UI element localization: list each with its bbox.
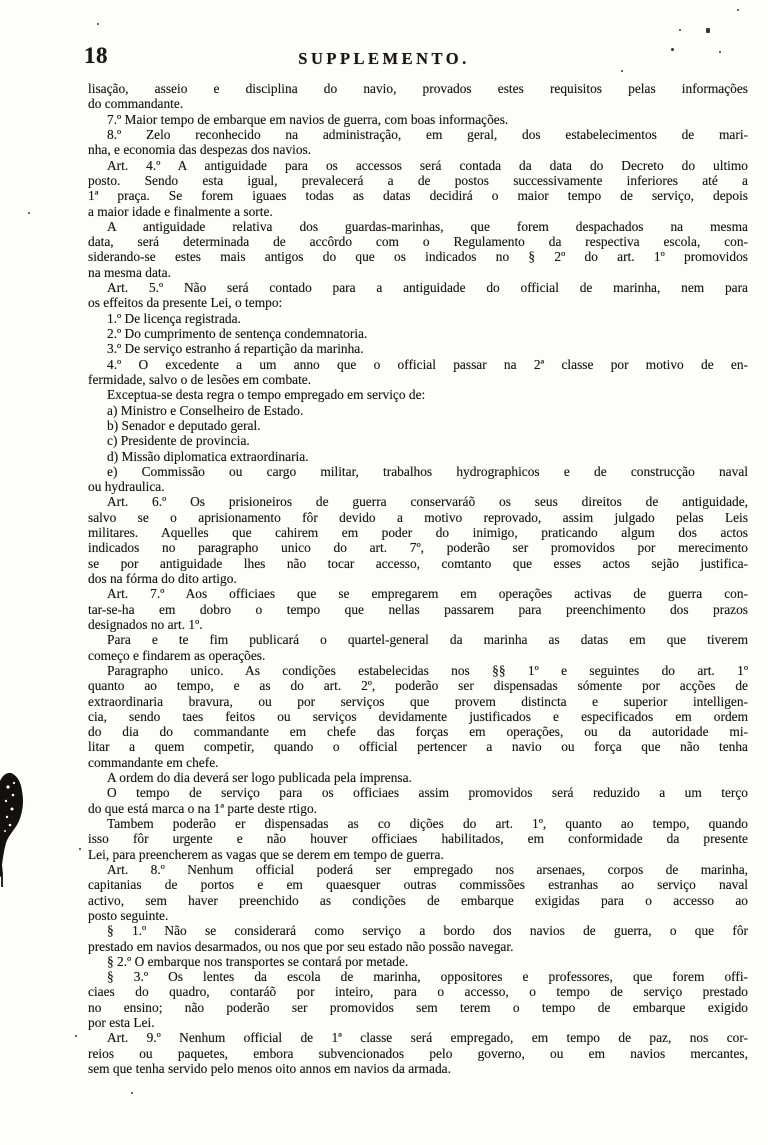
- text-line: a) Ministro e Conselheiro de Estado.: [107, 402, 304, 418]
- text-line: 1ª praça. Se forem iguaes todas as datas decidirá o maior tempo de serviço, depois: [88, 188, 748, 204]
- text-line: Paragrapho unico. As condições estabelecidas nos §§ 1º e seguintes do art. 1º: [107, 662, 748, 678]
- text-line: capitanias de portos e em quaesquer outras commissões estranhas ao serviço naval: [88, 877, 748, 893]
- text-line: sem que tenha servido pelo menos oito annos em navios da armada.: [88, 1061, 451, 1076]
- text-line: commandante em chefe.: [88, 754, 219, 770]
- text-line: Art. 5.º Não será contado para a antiguidade do official de marinha, nem para: [107, 280, 748, 296]
- text-line: designados no art. 1º.: [88, 616, 203, 632]
- text-line: Exceptua-se desta regra o tempo empregado em serviço de:: [107, 387, 426, 403]
- text-line: posto seguinte.: [88, 907, 169, 923]
- text-line: Art. 8.º Nenhum official poderá ser empregado nos arsenaes, corpos de marinha,: [107, 861, 748, 877]
- text-column: [88, 81, 748, 1076]
- text-line: reios ou paquetes, embora subvencionados pelo governo, ou em navios mercantes,: [88, 1045, 748, 1061]
- text-line: O tempo de serviço para os officiaes assim promovidos será reduzido a um terço: [107, 785, 748, 801]
- ink-speck: [79, 848, 81, 850]
- ink-speck: [706, 28, 710, 33]
- ink-speck: [131, 1092, 133, 1094]
- text-line: na mesma data.: [88, 264, 171, 280]
- page-number: 18: [84, 43, 108, 68]
- text-line: Art. 6.º Os prisioneiros de guerra conservaráõ os seus direitos de antiguidade,: [107, 494, 748, 510]
- ink-blot: [0, 771, 34, 889]
- ink-speck: [679, 29, 681, 31]
- text-line: os effeitos da presente Lei, o tempo:: [88, 295, 283, 311]
- text-line: lisação, asseio e disciplina do navio, provados estes requisitos pelas informações: [88, 81, 748, 96]
- text-line: posto. Sendo esta igual, prevalecerá a de postos successivamente inferiores até a: [88, 172, 748, 188]
- text-line: ou hydraulica.: [88, 479, 165, 495]
- text-line: quanto ao tempo, e as do art. 2º, poderão ser dispensadas sómente por acções de: [88, 678, 748, 694]
- text-line: § 3.º Os lentes da escola de marinha, oppositores e professores, que forem offi-: [107, 969, 748, 985]
- text-line: Lei, para preencherem as vagas que se derem em tempo de guerra.: [88, 846, 444, 862]
- text-line: indicados no paragrapho unico do art. 7º, poderão ser promovidos por merecimento: [88, 540, 748, 556]
- text-line: A antiguidade relativa dos guardas-marinhas, que forem despachados na mesma: [107, 218, 748, 234]
- text-line: começo e findarem as operações.: [88, 647, 266, 663]
- ink-speck: [737, 9, 739, 11]
- text-line: a maior idade e finalmente a sorte.: [88, 203, 273, 219]
- text-line: nha, e economia das despezas dos navios.: [88, 142, 312, 158]
- ink-speck: [621, 70, 623, 72]
- text-line: § 2.º O embarque nos transportes se contará por metade.: [107, 953, 409, 969]
- text-line: 2.º Do cumprimento de sentença condemnatoria.: [107, 326, 368, 341]
- text-line: litar a quem competir, quando o official pertencer a navio ou força que não tenha: [88, 739, 748, 755]
- text-line: ciaes do quadro, contaráõ por inteiro, para o accesso, o tempo de serviço prestado: [88, 984, 748, 1000]
- text-line: e) Commissão ou cargo militar, trabalhos hydrographicos e de construcção naval: [107, 463, 748, 479]
- text-line: do que está marca o na 1ª parte deste rtigo.: [88, 800, 318, 816]
- text-line: 1.º De licença registrada.: [107, 310, 241, 326]
- text-line: d) Missão diplomatica extraordinaria.: [107, 448, 309, 464]
- text-line: c) Presidente de provincia.: [107, 433, 250, 449]
- text-line: do commandante.: [88, 96, 184, 112]
- text-line: data, será determinada de accôrdo com o Regulamento da respectiva escola, con-: [88, 234, 748, 250]
- text-line: salvo se o aprisionamento fôr devido a motivo reprovado, assim julgado pelas Leis: [88, 509, 748, 525]
- ink-speck: [75, 1035, 77, 1037]
- text-line: Art. 9.º Nenhum official de 1ª classe será empregado, em tempo de paz, nos cor-: [107, 1030, 748, 1046]
- text-line: activo, sem haver preenchido as condições de embarque exigidas para o accesso ao: [88, 892, 748, 908]
- text-line: § 1.º Não se considerará como serviço a bordo dos navios de guerra, o que fôr: [107, 923, 748, 939]
- text-line: do dia do commandante em chefe das forças em operações, ou da autoridade mi-: [88, 724, 748, 740]
- text-line: A ordem do dia deverá ser logo publicada pela imprensa.: [107, 770, 412, 786]
- ink-speck: [28, 212, 30, 214]
- text-line: 8.º Zelo reconhecido na administração, em geral, dos estabelecimentos de mari-: [107, 126, 748, 142]
- text-line: cia, sendo taes feitos ou serviços devidamente justificados e especificados em ordem: [88, 708, 748, 724]
- text-line: extraordinaria bravura, ou por serviços que provem distincta e superior intelligen-: [88, 693, 748, 709]
- text-line: 7.º Maior tempo de embarque em navios de guerra, com boas informações.: [107, 111, 509, 127]
- text-line: prestado em navios desarmados, ou nos que por seu estado não possão navegar.: [88, 938, 514, 954]
- text-line: se por antiguidade lhes não tocar accesso, comtanto que esses actos sejão justifica-: [88, 555, 748, 571]
- text-line: isso fôr urgente e não houver officiaes habilitados, em conformidade da presente: [88, 831, 748, 847]
- page-header-title: SUPPLEMENTO.: [298, 49, 470, 68]
- ink-speck: [719, 51, 721, 53]
- text-line: tar-se-ha em dobro o tempo que nellas passarem para preenchimento dos prazos: [88, 601, 748, 617]
- text-line: siderando-se estes mais antigos do que os indicados no § 2º do art. 1º promovidos: [88, 249, 748, 265]
- text-line: Art. 4.º A antiguidade para os accessos será contada da data do Decreto do ultimo: [107, 157, 748, 173]
- text-line: 4.º O excedente a um anno que o official passar na 2ª classe por motivo de en-: [107, 356, 748, 372]
- ink-speck: [671, 48, 674, 51]
- text-line: Tambem poderão er dispensadas as co dições do art. 1º, quanto ao tempo, quando: [107, 816, 748, 831]
- text-line: por esta Lei.: [88, 1015, 155, 1031]
- text-line: no ensino; não poderão ser promovidos sem terem o tempo de embarque exigido: [88, 999, 748, 1015]
- text-line: Para e te fim publicará o quartel-general da marinha as datas em que tiverem: [107, 632, 748, 648]
- text-line: 3.º De serviço estranho á repartição da marinha.: [107, 341, 364, 357]
- ink-speck: [97, 23, 99, 25]
- text-line: militares. Aquelles que cahirem em poder do inimigo, praticando algum dos actos: [88, 525, 748, 541]
- text-line: b) Senador e deputado geral.: [107, 417, 261, 433]
- text-line: dos na fórma do dito artigo.: [88, 571, 237, 586]
- page-header: [0, 49, 768, 69]
- text-line: fermidade, salvo o de lesões em combate.: [88, 371, 312, 387]
- text-line: Art. 7.º Aos officiaes que se empregarem em operações activas de guerra con-: [107, 586, 748, 602]
